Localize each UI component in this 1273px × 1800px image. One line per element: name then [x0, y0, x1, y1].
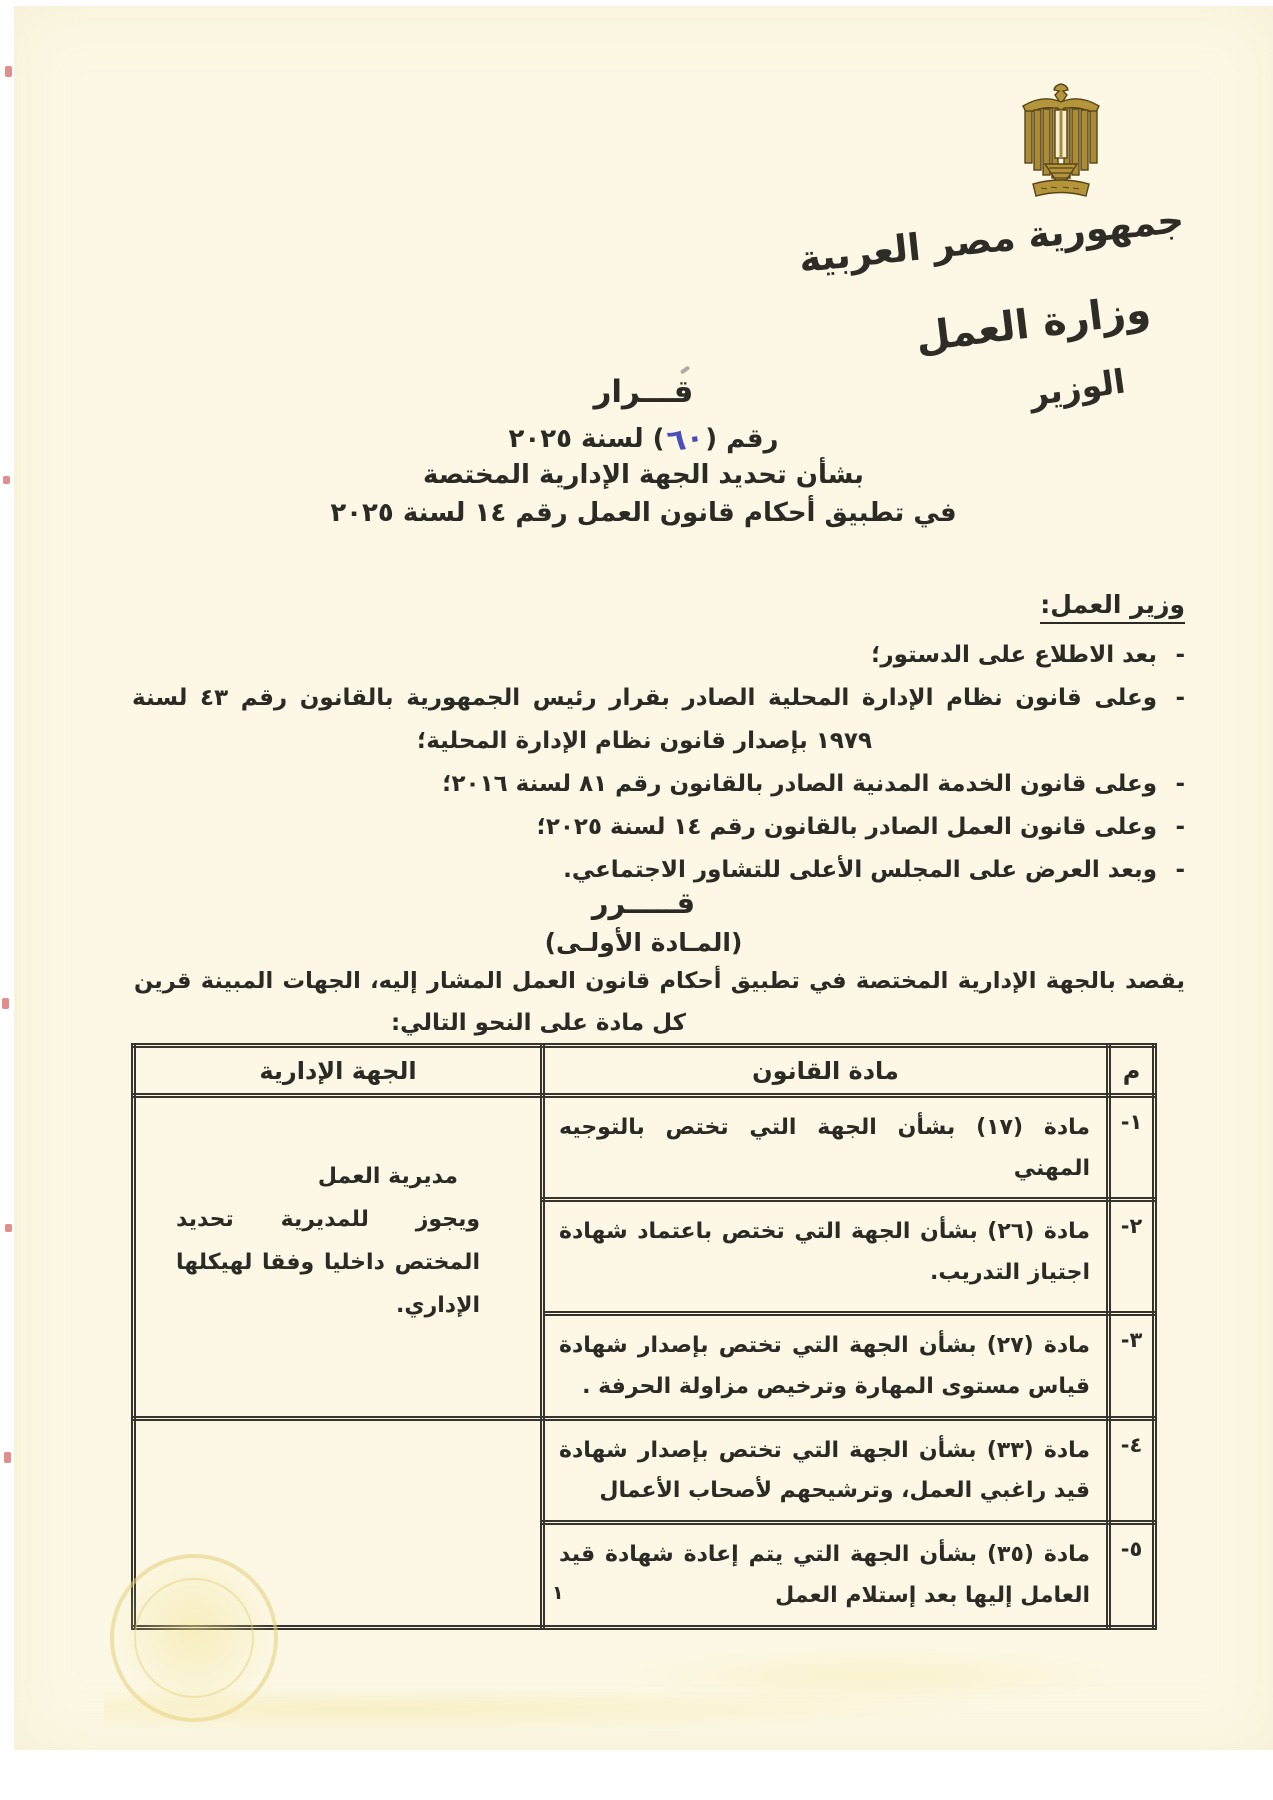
letterhead-ministry: وزارة العمل [913, 286, 1153, 362]
preamble-item-text: وعلى قانون الخدمة المدنية الصادر بالقانون رقم ٨١ لسنة ٢٠١٦؛ [442, 771, 1157, 797]
decree-subject-line1: بشأن تحديد الجهة الإدارية المختصة [423, 460, 864, 490]
row-article: مادة (٢٦) بشأن الجهة التي تختص باعتماد شهادة اجتياز التدريب. [543, 1200, 1109, 1314]
row-article: مادة (١٧) بشأن الجهة التي تختص بالتوجيه المهني [543, 1096, 1109, 1200]
scan-edge-mark [4, 1452, 11, 1463]
minister-of-labour-heading: وزير العمل: [1040, 590, 1185, 624]
dash-bullet: - [1175, 685, 1185, 711]
scan-edge-mark [5, 66, 12, 77]
article-one-heading: (المـادة الأولـى) [544, 928, 743, 957]
egypt-eagle-emblem-icon [1015, 80, 1107, 200]
preamble-list [132, 634, 1185, 892]
row-index: ٥- [1109, 1523, 1155, 1627]
letterhead-minister: الوزير [1026, 361, 1128, 414]
preamble-item [132, 806, 1185, 849]
dash-bullet: - [1175, 771, 1185, 797]
preamble-item-text: وبعد العرض على المجلس الأعلى للتشاور الاجتماعي. [563, 857, 1157, 883]
table-row [134, 1418, 1155, 1522]
authority-note: ويجوز للمديرية تحديد المختص داخليا وفقا لهيكلها الإداري. [176, 1206, 480, 1318]
scan-edge-mark [5, 1224, 12, 1232]
row-article: مادة (٣٥) بشأن الجهة التي يتم إعادة شهادة قيد العامل إليها بعد إستلام العمل [543, 1523, 1109, 1627]
dash-bullet: - [1175, 814, 1185, 840]
preamble-item-text: وعلى قانون نظام الإدارة المحلية الصادر بقرار رئيس الجمهورية بالقانون رقم ٤٣ لسنة ١٩٧٩ بإصدار قانون نظام الإدارة المحلية؛ [132, 685, 1157, 754]
paper-sheet [14, 6, 1273, 1750]
page-number: ١ [552, 1582, 564, 1604]
table-header-row [134, 1046, 1155, 1096]
article-one-intro-line1: يقصد بالجهة الإدارية المختصة في تطبيق أحكام قانون العمل المشار إليه، الجهات المبينة قرين [134, 968, 1185, 994]
competent-authority-table [131, 1043, 1157, 1630]
preamble-item [132, 763, 1185, 806]
row-index: ١- [1109, 1096, 1155, 1200]
yellow-smudge [614, 1646, 1134, 1706]
decree-number-suffix: ) لسنة ٢٠٢٥ [508, 424, 665, 454]
letterhead-republic: جمهورية مصر العربية [797, 197, 1187, 282]
authority-name: مديرية العمل [317, 1164, 458, 1189]
article-one-intro-line2: كل مادة على النحو التالي: [390, 1010, 687, 1036]
row-article: مادة (٢٧) بشأن الجهة التي تختص بإصدار شهادة قياس مستوى المهارة وترخيص مزاولة الحرفة . [543, 1314, 1109, 1418]
preamble-item [132, 634, 1185, 677]
dash-bullet: - [1175, 642, 1185, 668]
header-index: م [1109, 1046, 1155, 1096]
header-law-article: مادة القانون [543, 1046, 1109, 1096]
preamble-item [132, 677, 1185, 763]
seal-inner-ring [134, 1578, 254, 1698]
scan-edge-mark [2, 998, 9, 1009]
decree-number-handwritten: ٦٠ [664, 419, 707, 460]
scan-edge-mark [3, 476, 10, 484]
authority-cell-rows-1-3 [134, 1096, 543, 1419]
decree-title: قـــرار [593, 374, 694, 410]
dash-bullet: - [1175, 857, 1185, 883]
preamble-item-text: بعد الاطلاع على الدستور؛ [871, 642, 1157, 668]
table-row [134, 1096, 1155, 1200]
header-admin-authority: الجهة الإدارية [134, 1046, 543, 1096]
preamble-item-text: وعلى قانون العمل الصادر بالقانون رقم ١٤ لسنة ٢٠٢٥؛ [536, 814, 1157, 840]
decree-number-line [14, 419, 1273, 460]
decree-number-prefix: رقم ( [705, 424, 779, 454]
row-index: ٢- [1109, 1200, 1155, 1314]
row-index: ٤- [1109, 1418, 1155, 1522]
row-article: مادة (٣٣) بشأن الجهة التي تختص بإصدار شهادة قيد راغبي العمل، وترشيحهم لأصحاب الأعمال [543, 1418, 1109, 1522]
decided-word: قـــــرر [591, 886, 696, 920]
decree-subject-line2: في تطبيق أحكام قانون العمل رقم ١٤ لسنة ٢٠٢٥ [330, 498, 957, 528]
row-index: ٣- [1109, 1314, 1155, 1418]
